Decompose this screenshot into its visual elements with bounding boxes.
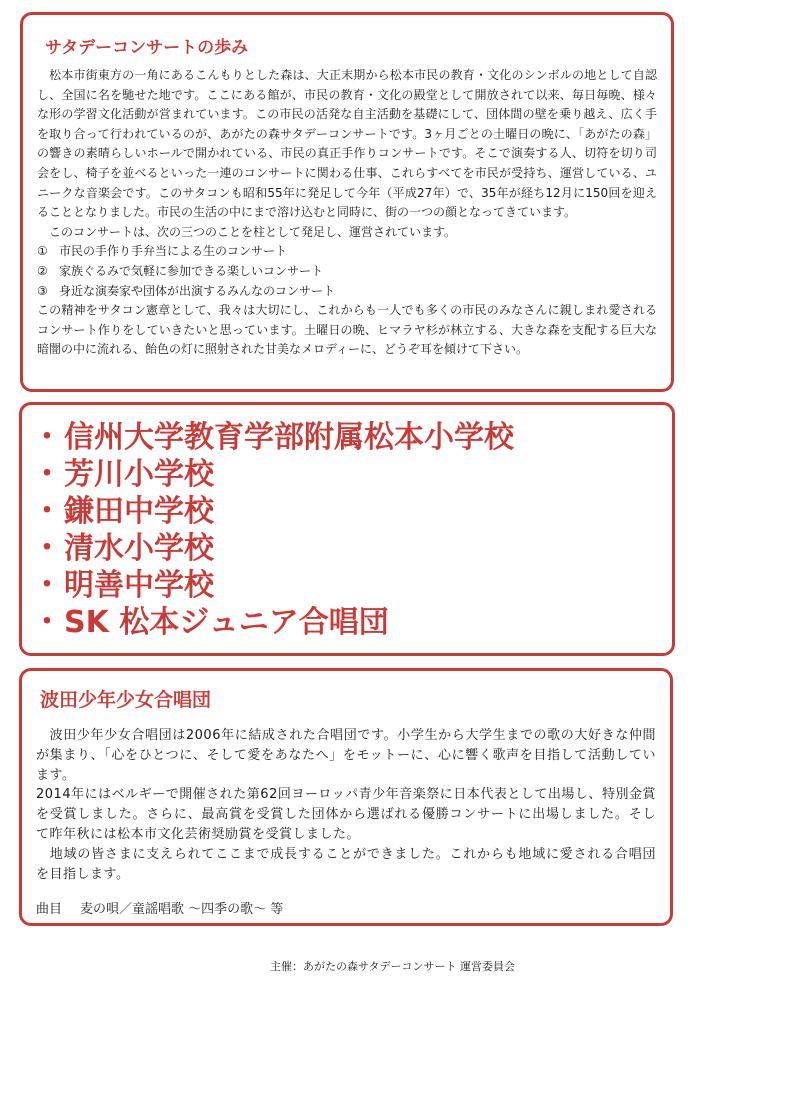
pillar-text: 身近な演奏家や団体が出演するみんなのコンサート [59, 283, 336, 298]
pillar-number: ① [37, 244, 48, 259]
performers-box [19, 402, 675, 656]
choir-para-1: 波田少年少女合唱団は2006年に結成された合唱団です。小学生から大学生までの歌の大好きな仲間が集まり、「心をひとつに、そして愛をあなたへ」をモットーに、心に響く歌声を目指して活動しています。 [36, 728, 656, 783]
bullet: ・ [32, 494, 62, 529]
bullet: ・ [32, 568, 62, 603]
school-name: 清水小学校 [64, 531, 214, 566]
school-item [32, 604, 672, 641]
pillar-number: ② [37, 263, 48, 278]
bullet: ・ [32, 531, 62, 566]
choir-para-3: 地域の皆さまに支えられてここまで成長することができました。これからも地域に愛される合唱団を目指します。 [36, 846, 656, 882]
pillars-intro: このコンサートは、次の三つのことを柱として発足し、運営されています。 [37, 224, 457, 239]
school-name: SK 松本ジュニア合唱団 [64, 605, 389, 640]
choir-box [19, 668, 673, 926]
organizer-footer: 主催：あがたの森サタデーコンサート 運営委員会 [270, 960, 515, 973]
pillar-text: 市民の手作り手弁当による生のコンサート [59, 244, 288, 259]
history-title: サタデーコンサートの歩み [45, 38, 249, 58]
pillars-list [37, 242, 657, 301]
history-box [20, 12, 674, 392]
school-item [32, 419, 672, 456]
school-name: 芳川小学校 [64, 457, 214, 492]
songs-line [36, 898, 656, 917]
school-item [32, 493, 672, 530]
school-item [32, 567, 672, 604]
bullet: ・ [32, 420, 62, 455]
bullet: ・ [32, 457, 62, 492]
bullet: ・ [32, 605, 62, 640]
school-name: 明善中学校 [64, 568, 214, 603]
songs-value: 麦の唄／童謡唱歌 〜四季の歌〜 等 [80, 902, 284, 918]
pillar-item [37, 262, 657, 282]
pillar-number: ③ [37, 283, 48, 298]
history-intro: 松本市街東方の一角にあるこんもりとした森は、大正末期から松本市民の教育・文化のシンボルの地として自認し、全国に名を馳せた地です。ここにある館が、市民の教育・文化の殿堂として開放されて以来、毎日毎晩、様々な形の学習文化活動が営まれています。この市民の活発な自主活動を基礎にして、団体間の壁を乗り越え、広く手を取り合って行われているのが、あがたの森サタデーコンサートです。3ヶ月ごとの土曜日の晩に、「あがたの森」の響きの素晴らしいホールで開かれている、市民の真正手作りコンサートです。そこで演奏する人、切符を切り司会をし、椅子を並べるといった一連のコンサートに関わる仕事、これらすべてを市民が受持ち、運営している、ユニークな音楽会です。このサタコンも昭和55年に発足して今年（平成27年）で、35年が経ち12月に150回を迎えることとなりました。市民の生活の中にまで溶け込むと同時に、街の一つの顔となってきています。 [37, 68, 657, 220]
pillar-text: 家族ぐるみで気軽に参加できる楽しいコンサート [59, 263, 324, 278]
choir-para-2: 2014年にはベルギーで開催された第62回ヨーロッパ青少年音楽祭に日本代表として出場し、特別金賞を受賞しました。さらに、最高賞を受賞した団体から選ばれる優勝コンサートに出場しました。そして昨年秋には松本市文化芸術奨励賞を受賞しました。 [36, 787, 656, 842]
songs-label: 曲目 [36, 902, 63, 918]
pillar-item [37, 282, 657, 302]
school-name: 信州大学教育学部附属松本小学校 [64, 420, 514, 455]
school-item [32, 456, 672, 493]
pillar-item [37, 242, 657, 262]
school-name: 鎌田中学校 [64, 494, 214, 529]
choir-title: 波田少年少女合唱団 [40, 689, 212, 711]
school-item [32, 530, 672, 567]
history-closing: この精神をサタコン憲章として、我々は大切にし、これからも一人でも多くの市民のみなさんに親しまれ愛されるコンサート作りをしていきたいと思っています。土曜日の晩、ヒマラヤ杉が林立する、大きな森を支配する巨大な暗闇の中に流れる、飴色の灯に照射された甘美なメロディーに、どうぞ耳を傾けて下さい。 [37, 303, 657, 357]
